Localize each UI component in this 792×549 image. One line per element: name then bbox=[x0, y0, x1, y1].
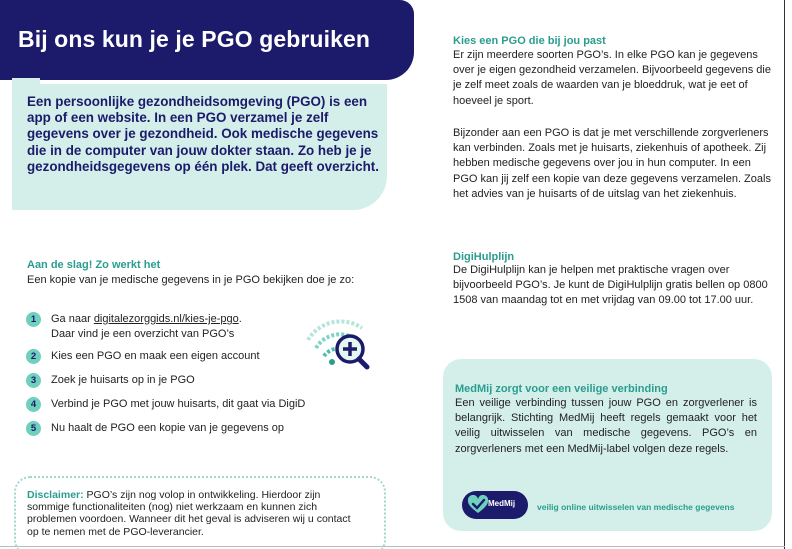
step-text: Verbind je PGO met jouw huisarts, dit gaat via DigiD bbox=[51, 398, 306, 410]
medmij-text: Een veilige verbinding tussen jouw PGO en zorgverlener is belangrijk. Stichting MedMij heeft regels gemaakt voor het veilig uitwisselen van medische gegevens. PGO’s en zorgverleners met een MedMij-label volgen deze regels. bbox=[455, 397, 757, 455]
medmij-logo-text: MedMij bbox=[488, 499, 516, 508]
intro-box bbox=[12, 84, 387, 210]
title-banner bbox=[0, 0, 414, 80]
page-title: Bij ons kun je je PGO gebruiken bbox=[18, 26, 371, 52]
disclaimer-text: PGO’s zijn nog volop in ontwikkeling. Hierdoor zijn sommige functionaliteiten (nog) niet werkzaam en kunnen zich problemen voordoen. Wanneer dit het geval is adviseren wij u contact op te nemen met de PGO-leverancier. bbox=[27, 489, 351, 538]
medmij-heading: MedMij zorgt voor een veilige verbinding bbox=[455, 383, 668, 395]
step-number: 5 bbox=[26, 421, 41, 436]
pgo-guide-link[interactable]: digitalezorggids.nl/kies-je-pgo bbox=[93, 313, 239, 325]
intro-text: Een persoonlijke gezondheidsomgeving (PGO) is een app of een website. In een PGO verzamel je zelf gegevens over je gezondheid. Ook medische gegevens die in de computer van jouw dokter staan. Zo heb je je gezondheidsgegevens op één plek. Dat geeft overzicht. bbox=[27, 94, 379, 174]
step-line2: Daar vind je een overzicht van PGO’s bbox=[51, 327, 235, 340]
step-suffix: . bbox=[238, 313, 242, 325]
step-text bbox=[51, 312, 242, 341]
page-border-bottom bbox=[0, 546, 785, 547]
magnifier-icon bbox=[337, 336, 367, 367]
medmij-heart-icon bbox=[467, 495, 489, 515]
medmij-tagline: veilig online uitwisselen van medische gegevens bbox=[537, 502, 735, 512]
page-border bbox=[784, 0, 785, 549]
step-number: 3 bbox=[26, 373, 41, 388]
step-prefix: Ga naar bbox=[51, 313, 94, 325]
medmij-logo bbox=[462, 491, 528, 519]
step-text: Nu haalt de PGO een kopie van je gegevens op bbox=[51, 422, 284, 434]
choose-pgo-paragraph-2: Bijzonder aan een PGO is dat je met verschillende zorgverleners kan verbinden. Zoals met je huisarts, ziekenhuis of apotheek. Zij hebben medische gegevens over jou in hun computer. In een PGO kan jij zelf een kopie van deze gegevens verzamelen. Zoals het advies van je huisarts of de uitslag van het ziekenhuis. bbox=[453, 127, 771, 200]
getting-started-heading: Aan de slag! Zo werkt het bbox=[27, 259, 161, 271]
step-number: 1 bbox=[26, 312, 41, 327]
connection-search-icon bbox=[304, 318, 374, 376]
getting-started-subtitle: Een kopie van je medische gegevens in je PGO bekijken doe je zo: bbox=[27, 274, 355, 286]
step-text: Kies een PGO en maak een eigen account bbox=[51, 350, 260, 362]
choose-pgo-heading: Kies een PGO die bij jou past bbox=[453, 35, 606, 47]
step-text: Zoek je huisarts op in je PGO bbox=[51, 374, 195, 386]
step-number: 2 bbox=[26, 349, 41, 364]
disclaimer bbox=[27, 489, 362, 538]
choose-pgo-paragraph-1: Er zijn meerdere soorten PGO’s. In elke PGO kan je gegevens over je eigen gezondheid verzamelen. Bijvoorbeeld gegevens die je zelf meet zoals de waarden van je bloeddruk, wat je eet of hoeveel je sport. bbox=[453, 49, 771, 107]
digihulplijn-heading: DigiHulplijn bbox=[453, 251, 515, 263]
digihulplijn-text: De DigiHulplijn kan je helpen met praktische vragen over bijvoorbeeld PGO’s. Je kunt de DigiHulplijn gratis bellen op 0800 1508 van maandag tot en met vrijdag van 09.00 tot 17.00 uur. bbox=[453, 264, 768, 307]
disclaimer-label: Disclaimer: bbox=[27, 489, 84, 501]
step-number: 4 bbox=[26, 397, 41, 412]
